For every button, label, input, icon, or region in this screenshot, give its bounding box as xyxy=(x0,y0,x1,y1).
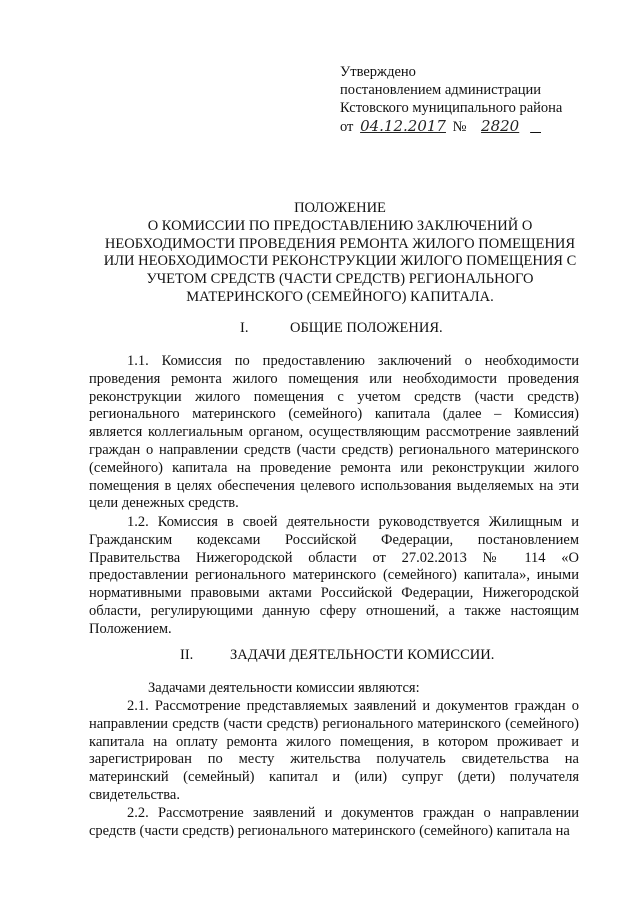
title-line: ИЛИ НЕОБХОДИМОСТИ РЕКОНСТРУКЦИИ ЖИЛОГО ПОМЕЩЕНИЯ С xyxy=(103,253,577,270)
section-title: ЗАДАЧИ ДЕЯТЕЛЬНОСТИ КОМИССИИ. xyxy=(230,647,495,663)
paragraph-text: 2.1. Рассмотрение представляемых заявлений и документов граждан о направлении средств (части средств) регионального материнского (семейного) капитала на оплату ремонта жилого помещения, в котором проживает и зарегистрирован по месту жительства получатель свидетельства на материнский (семейный) капитал и (или) супруг (дети) получателя свидетельства. xyxy=(89,698,579,803)
section-number: I. xyxy=(240,320,249,336)
section-number: II. xyxy=(180,647,194,663)
approval-date-line xyxy=(340,117,562,136)
handwritten-date: 04.12.2017 xyxy=(360,117,446,135)
approval-line: постановлением администрации xyxy=(340,82,542,98)
section-2-heading xyxy=(180,647,494,664)
paragraph-1-1 xyxy=(89,353,579,513)
paragraph-2-1 xyxy=(89,698,579,805)
paragraph-text: 1.2. Комиссия в своей деятельности руководствуется Жилищным и Гражданским кодексами Российской Федерации, постановлением Правительства Нижегородской области от 27.02.2013 № 114 «О предоставлении регионального материнского (семейного) капитала», иными нормативными правовыми актами Российской Федерации, Нижегородской области, регулирующими данную сферу отношений, а также настоящим Положением. xyxy=(89,514,579,637)
title-line: УЧЕТОМ СРЕДСТВ (ЧАСТИ СРЕДСТВ) РЕГИОНАЛЬНОГО xyxy=(146,271,534,288)
approval-block xyxy=(340,63,562,136)
section-title: ОБЩИЕ ПОЛОЖЕНИЯ. xyxy=(290,320,443,336)
number-prefix: № xyxy=(452,119,467,135)
approval-line: Кстовского муниципального района xyxy=(340,100,563,116)
paragraph-1-2 xyxy=(89,514,579,639)
title-line: О КОМИССИИ ПО ПРЕДОСТАВЛЕНИЮ ЗАКЛЮЧЕНИЙ О xyxy=(147,217,533,234)
section-1-heading xyxy=(240,320,443,337)
paragraph-text: 2.2. Рассмотрение заявлений и документов граждан о направлении средств (части средств) регионального материнского (семейного) капитала на xyxy=(89,805,579,839)
title-line: ПОЛОЖЕНИЕ xyxy=(294,200,386,216)
paragraph-2-2 xyxy=(89,805,579,841)
title-line: МАТЕРИНСКОГО (СЕМЕЙНОГО) КАПИТАЛА. xyxy=(186,288,494,305)
document-title xyxy=(60,200,620,307)
approval-line: Утверждено xyxy=(340,64,416,80)
paragraph-text: 1.1. Комиссия по предоставлению заключений о необходимости проведения ремонта жилого помещения или необходимости проведения реконструкции жилого помещения с учетом средств (части средств) регионального материнского (семейного) капитала (далее – Комиссия) является коллегиальным органом, осуществляющим рассмотрение заявлений граждан о направлении средств (части средств) регионального материнского (семейного) капитала на проведение ремонта или реконструкции жилого помещения в целях обеспечения целевого использования выделяемых на эти цели денежных средств. xyxy=(89,353,579,512)
handwritten-number: 2820 xyxy=(481,117,520,135)
title-line: НЕОБХОДИМОСТИ ПРОВЕДЕНИЯ РЕМОНТА ЖИЛОГО ПОМЕЩЕНИЯ xyxy=(104,235,576,252)
section-2-intro: Задачами деятельности комиссии являются: xyxy=(148,680,420,696)
date-prefix: от xyxy=(340,119,354,135)
